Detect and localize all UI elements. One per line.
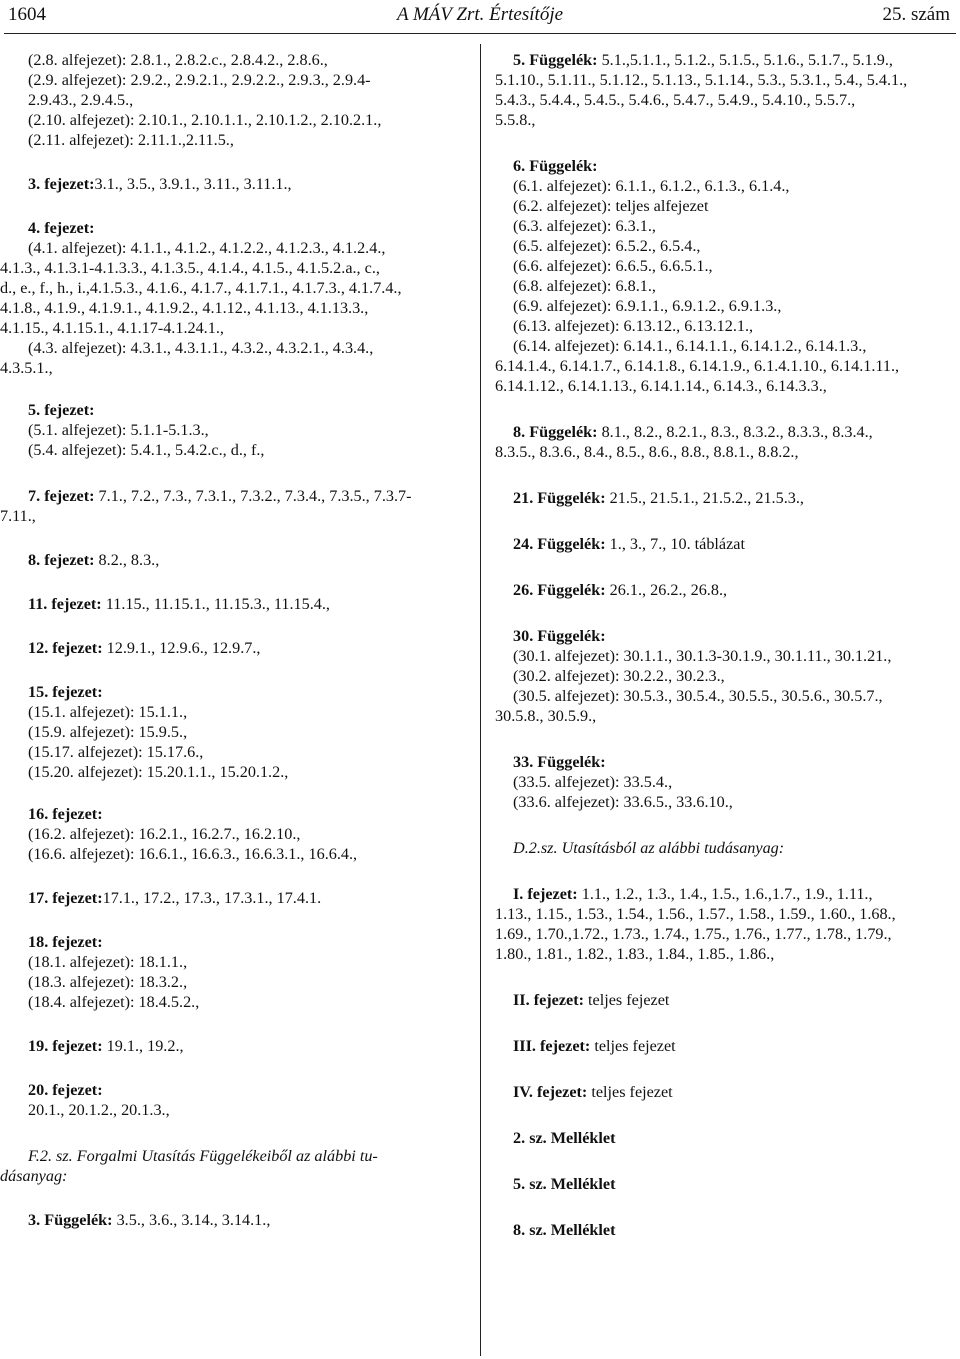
appendix-heading: 30. Függelék: — [513, 627, 606, 645]
chapter-heading: 8. fejezet: — [28, 551, 95, 569]
chapter-iii-block — [513, 1036, 951, 1056]
issue-number: 25. szám — [882, 4, 950, 25]
annex-heading: 5. sz. Melléklet — [513, 1175, 616, 1193]
chapter-8-block — [28, 550, 468, 570]
appendix-26-block — [513, 580, 951, 600]
text-line: (33.6. alfejezet): 33.6.5., 33.6.10., — [513, 793, 733, 811]
chapter-heading: 19. fejezet: — [28, 1037, 103, 1055]
text-line: (30.1. alfejezet): 30.1.1., 30.1.3-30.1.9., 30.1.11., 30.1.21., — [513, 647, 892, 665]
chapter-items: 17.1., 17.2., 17.3., 17.3.1., 17.4.1. — [102, 889, 322, 907]
publication-title: A MÁV Zrt. Értesítője — [396, 4, 564, 25]
text-line: (2.11. alfejezet): 2.11.1.,2.11.5., — [28, 131, 234, 149]
chapter-items: 19.1., 19.2., — [102, 1037, 184, 1055]
text-line: (6.6. alfejezet): 6.6.5., 6.6.5.1., — [513, 257, 713, 275]
chapter-heading: 3. fejezet: — [28, 175, 95, 193]
chapter-15-block — [28, 682, 468, 782]
text-line: (4.3. alfejezet): 4.3.1., 4.3.1.1., 4.3.2., 4.3.2.1., 4.3.4., — [28, 339, 374, 357]
text-line: (6.8. alfejezet): 6.8.1., — [513, 277, 656, 295]
chapter-19-block — [28, 1036, 468, 1056]
chapter-heading: 5. fejezet: — [28, 401, 95, 419]
appendix-30-block — [495, 626, 951, 726]
chapter-iv-block — [513, 1082, 951, 1102]
chapter-heading: IV. fejezet: — [513, 1083, 588, 1101]
chapter-17-block — [28, 888, 468, 908]
chapter-items: teljes fejezet — [587, 1083, 673, 1101]
appendix-24-block — [513, 534, 951, 554]
appendix-5-block — [495, 50, 951, 130]
text-line: 30.5.8., 30.5.9., — [495, 707, 597, 725]
text-line: (30.2. alfejezet): 30.2.2., 30.2.3., — [513, 667, 725, 685]
text-line: (6.2. alfejezet): teljes alfejezet — [513, 197, 709, 215]
text-line: 20.1., 20.1.2., 20.1.3., — [28, 1101, 170, 1119]
right-column — [495, 50, 951, 1258]
f2-heading-block — [0, 1146, 468, 1186]
section-heading: D.2.sz. Utasításból az alábbi tudásanyag: — [513, 839, 785, 857]
text-line: 1.80., 1.81., 1.82., 1.83., 1.84., 1.85., 1.86., — [495, 945, 775, 963]
text-line: (15.17. alfejezet): 15.17.6., — [28, 743, 204, 761]
text-line: (5.4. alfejezet): 5.4.1., 5.4.2.c., d., f., — [28, 441, 265, 459]
chapter-heading: 18. fejezet: — [28, 933, 103, 951]
page-header — [0, 0, 960, 36]
appendix-6-block — [495, 156, 951, 396]
chapter-items: teljes fejezet — [590, 1037, 676, 1055]
text-line: (4.1. alfejezet): 4.1.1., 4.1.2., 4.1.2.2., 4.1.2.3., 4.1.2.4., — [28, 239, 386, 257]
chapter-items: teljes fejezet — [584, 991, 670, 1009]
text-line: 4.1.3., 4.1.3.1-4.1.3.3., 4.1.3.5., 4.1.4., 4.1.5., 4.1.5.2.a., c., — [0, 259, 380, 277]
text-line: 4.1.8., 4.1.9., 4.1.9.1., 4.1.9.2., 4.1.12., 4.1.13., 4.1.13.3., — [0, 299, 369, 317]
appendix-21-block — [513, 488, 951, 508]
annex-2-block — [513, 1128, 951, 1148]
text-line: d., e., f., h., i.,4.1.5.3., 4.1.6., 4.1.7., 4.1.7.1., 4.1.7.3., 4.1.7.4., — [0, 279, 402, 297]
chapter-heading: 4. fejezet: — [28, 219, 95, 237]
text-line: (6.1. alfejezet): 6.1.1., 6.1.2., 6.1.3., 6.1.4., — [513, 177, 790, 195]
chapter-heading: 20. fejezet: — [28, 1081, 103, 1099]
chapter-2-block — [28, 50, 468, 150]
chapter-i-block — [495, 884, 951, 964]
text-line: 5.1.10., 5.1.11., 5.1.12., 5.1.13., 5.1.14., 5.3., 5.3.1., 5.4., 5.4.1., — [495, 71, 908, 89]
annex-heading: 8. sz. Melléklet — [513, 1221, 616, 1239]
chapter-heading: 17. fejezet: — [28, 889, 103, 907]
chapter-3-block — [28, 174, 468, 194]
column-divider — [480, 44, 481, 1356]
chapter-heading: 12. fejezet: — [28, 639, 103, 657]
text-line: 1.13., 1.15., 1.53., 1.54., 1.56., 1.57., 1.58., 1.59., 1.60., 1.68., — [495, 905, 896, 923]
text-line: (6.3. alfejezet): 6.3.1., — [513, 217, 656, 235]
appendix-33-block — [513, 752, 951, 812]
text-line: 5.5.8., — [495, 111, 536, 129]
appendix-heading: 5. Függelék: — [513, 51, 598, 69]
chapter-heading: 11. fejezet: — [28, 595, 102, 613]
text-line: (6.14. alfejezet): 6.14.1., 6.14.1.1., 6.14.1.2., 6.14.1.3., — [513, 337, 867, 355]
text-line: (5.1. alfejezet): 5.1.1-5.1.3., — [28, 421, 209, 439]
text-line: (15.20. alfejezet): 15.20.1.1., 15.20.1.2., — [28, 763, 289, 781]
appendix-heading: 26. Függelék: — [513, 581, 606, 599]
chapter-heading: I. fejezet: — [513, 885, 578, 903]
text-line: (15.9. alfejezet): 15.9.5., — [28, 723, 188, 741]
text-line: (6.13. alfejezet): 6.13.12., 6.13.12.1., — [513, 317, 754, 335]
appendix-items: 5.1.,5.1.1., 5.1.2., 5.1.5., 5.1.6., 5.1.7., 5.1.9., — [597, 51, 893, 69]
text-line: 4.3.5.1., — [0, 359, 53, 377]
appendix-3-block — [28, 1210, 468, 1230]
text-line: (6.9. alfejezet): 6.9.1.1., 6.9.1.2., 6.9.1.3., — [513, 297, 782, 315]
annex-5-block — [513, 1174, 951, 1194]
text-line: 7.11., — [0, 507, 36, 525]
appendix-heading: 21. Függelék: — [513, 489, 606, 507]
chapter-18-block — [28, 932, 468, 1012]
text-line: 6.14.1.12., 6.14.1.13., 6.14.1.14., 6.14.3., 6.14.3.3., — [495, 377, 827, 395]
text-line: (2.8. alfejezet): 2.8.1., 2.8.2.c., 2.8.4.2., 2.8.6., — [28, 51, 328, 69]
appendix-items: 8.1., 8.2., 8.2.1., 8.3., 8.3.2., 8.3.3., 8.3.4., — [597, 423, 873, 441]
chapter-heading: III. fejezet: — [513, 1037, 591, 1055]
chapter-heading: 16. fejezet: — [28, 805, 103, 823]
chapter-items: 3.1., 3.5., 3.9.1., 3.11., 3.11.1., — [94, 175, 292, 193]
text-line: 2.9.43., 2.9.4.5., — [28, 91, 134, 109]
chapter-items: 7.1., 7.2., 7.3., 7.3.1., 7.3.2., 7.3.4., 7.3.5., 7.3.7- — [94, 487, 412, 505]
appendix-heading: 3. Függelék: — [28, 1211, 113, 1229]
annex-8-block — [513, 1220, 951, 1240]
appendix-items: 1., 3., 7., 10. táblázat — [605, 535, 745, 553]
chapter-heading: 7. fejezet: — [28, 487, 95, 505]
text-line: (16.6. alfejezet): 16.6.1., 16.6.3., 16.6.3.1., 16.6.4., — [28, 845, 358, 863]
text-line: 8.3.5., 8.3.6., 8.4., 8.5., 8.6., 8.8., 8.8.1., 8.8.2., — [495, 443, 799, 461]
chapter-items: 11.15., 11.15.1., 11.15.3., 11.15.4., — [101, 595, 330, 613]
chapter-16-block — [28, 804, 468, 864]
text-line: 5.4.3., 5.4.4., 5.4.5., 5.4.6., 5.4.7., 5.4.9., 5.4.10., 5.5.7., — [495, 91, 856, 109]
page-number: 1604 — [8, 4, 46, 25]
appendix-items: 26.1., 26.2., 26.8., — [605, 581, 728, 599]
chapter-5-block — [28, 400, 468, 460]
chapter-items: 1.1., 1.2., 1.3., 1.4., 1.5., 1.6.,1.7., 1.9., 1.11., — [577, 885, 873, 903]
text-line: (2.9. alfejezet): 2.9.2., 2.9.2.1., 2.9.2.2., 2.9.3., 2.9.4- — [28, 71, 371, 89]
appendix-heading: 8. Függelék: — [513, 423, 598, 441]
text-line: (16.2. alfejezet): 16.2.1., 16.2.7., 16.2.10., — [28, 825, 301, 843]
text-line: (33.5. alfejezet): 33.5.4., — [513, 773, 673, 791]
text-line: (18.1. alfejezet): 18.1.1., — [28, 953, 188, 971]
chapter-items: 8.2., 8.3., — [94, 551, 160, 569]
d2-heading-block — [513, 838, 951, 858]
appendix-items: 21.5., 21.5.1., 21.5.2., 21.5.3., — [605, 489, 804, 507]
appendix-heading: 24. Függelék: — [513, 535, 606, 553]
text-line: (2.10. alfejezet): 2.10.1., 2.10.1.1., 2.10.1.2., 2.10.2.1., — [28, 111, 382, 129]
chapter-20-block — [28, 1080, 468, 1120]
chapter-ii-block — [513, 990, 951, 1010]
text-line: 4.1.15., 4.1.15.1., 4.1.17-4.1.24.1., — [0, 319, 224, 337]
chapter-heading: II. fejezet: — [513, 991, 584, 1009]
appendix-8-block — [495, 422, 951, 462]
section-heading: F.2. sz. Forgalmi Utasítás Függelékeiből az alábbi tu- — [28, 1147, 378, 1165]
chapter-7-block — [0, 486, 468, 526]
left-column — [0, 50, 468, 1248]
chapter-4-block — [0, 218, 468, 378]
text-line: (30.5. alfejezet): 30.5.3., 30.5.4., 30.5.5., 30.5.6., 30.5.7., — [513, 687, 883, 705]
header-rule — [4, 33, 956, 34]
annex-heading: 2. sz. Melléklet — [513, 1129, 616, 1147]
text-line: (15.1. alfejezet): 15.1.1., — [28, 703, 188, 721]
text-line: (18.3. alfejezet): 18.3.2., — [28, 973, 188, 991]
appendix-heading: 6. Függelék: — [513, 157, 598, 175]
chapter-items: 12.9.1., 12.9.6., 12.9.7., — [102, 639, 261, 657]
section-heading: dásanyag: — [0, 1167, 68, 1185]
appendix-heading: 33. Függelék: — [513, 753, 606, 771]
chapter-11-block — [28, 594, 468, 614]
chapter-12-block — [28, 638, 468, 658]
chapter-heading: 15. fejezet: — [28, 683, 103, 701]
text-line: (18.4. alfejezet): 18.4.5.2., — [28, 993, 200, 1011]
text-line: 1.69., 1.70.,1.72., 1.73., 1.74., 1.75., 1.76., 1.77., 1.78., 1.79., — [495, 925, 892, 943]
text-line: 6.14.1.4., 6.14.1.7., 6.14.1.8., 6.14.1.9., 6.1.4.1.10., 6.14.1.11., — [495, 357, 900, 375]
appendix-items: 3.5., 3.6., 3.14., 3.14.1., — [112, 1211, 271, 1229]
text-line: (6.5. alfejezet): 6.5.2., 6.5.4., — [513, 237, 701, 255]
